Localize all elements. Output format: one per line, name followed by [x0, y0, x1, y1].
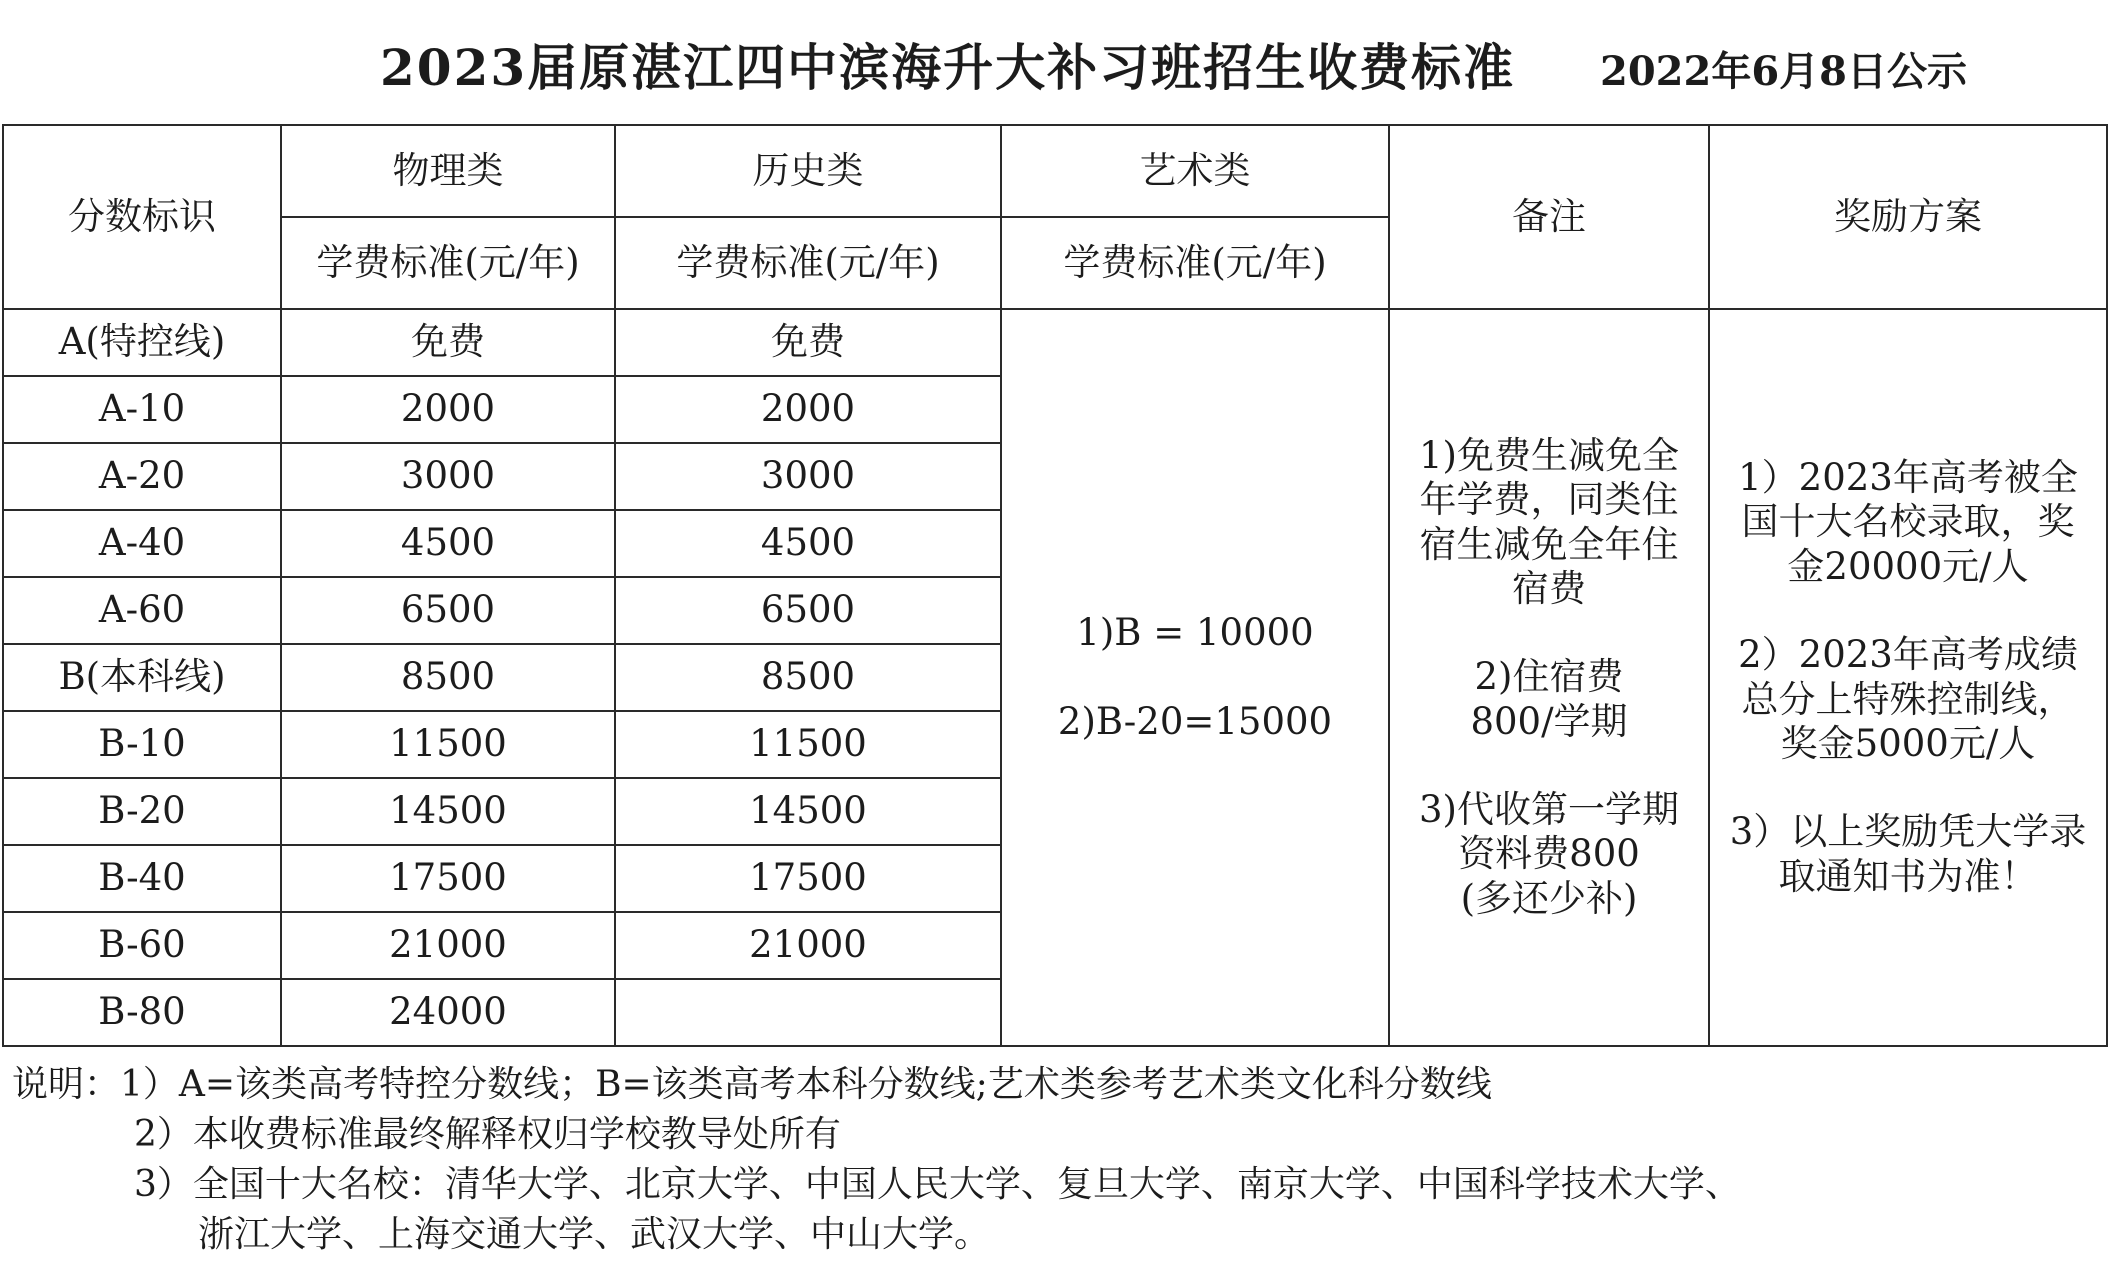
- score-cell: B-80: [3, 979, 281, 1046]
- physics-fee-cell: 8500: [281, 644, 615, 711]
- header-physics: 物理类: [281, 125, 615, 217]
- rewards-cell: [1709, 309, 2107, 1046]
- note-line: 浙江大学、上海交通大学、武汉大学、中山大学。: [198, 1214, 991, 1255]
- physics-fee-cell: 3000: [281, 443, 615, 510]
- history-fee-cell: 6500: [615, 577, 1001, 644]
- header-score: 分数标识: [3, 125, 281, 309]
- header-art: 艺术类: [1001, 125, 1389, 217]
- physics-fee-cell: 免费: [281, 309, 615, 376]
- page-title: 2023届原湛江四中滨海升大补习班招生收费标准: [380, 38, 1516, 97]
- subheader-art-fee: 学费标准(元/年): [1001, 217, 1389, 309]
- history-fee-cell: [615, 979, 1001, 1046]
- subheader-history-fee: 学费标准(元/年): [615, 217, 1001, 309]
- physics-fee-cell: 21000: [281, 912, 615, 979]
- header-rewards: 奖励方案: [1709, 125, 2107, 309]
- history-fee-cell: 免费: [615, 309, 1001, 376]
- header-row: [3, 125, 2107, 217]
- remark-line: 宿生减免全年住: [1419, 522, 1679, 566]
- physics-fee-cell: 2000: [281, 376, 615, 443]
- subheader-physics-fee: 学费标准(元/年): [281, 217, 615, 309]
- art-fee-line: 1)B = 10000: [1076, 611, 1314, 655]
- art-fee-line: 2)B-20=15000: [1057, 699, 1333, 743]
- reward-line: 取通知书为准！: [1778, 854, 2038, 898]
- physics-fee-cell: 4500: [281, 510, 615, 577]
- remark-line: (多还少补): [1460, 876, 1638, 920]
- history-fee-cell: 4500: [615, 510, 1001, 577]
- remark-line: 年学费，同类住: [1419, 478, 1679, 522]
- remark-line: 宿费: [1512, 566, 1586, 610]
- reward-line: 1）2023年高考被全: [1738, 455, 2078, 499]
- score-cell: A-60: [3, 577, 281, 644]
- history-fee-cell: 8500: [615, 644, 1001, 711]
- history-fee-cell: 14500: [615, 778, 1001, 845]
- notes-section: [12, 1060, 1741, 1260]
- publish-date: 2022年6月8日公示: [1600, 48, 1967, 95]
- history-fee-cell: 3000: [615, 443, 1001, 510]
- history-fee-cell: 21000: [615, 912, 1001, 979]
- score-cell: B-20: [3, 778, 281, 845]
- header-history: 历史类: [615, 125, 1001, 217]
- header-remarks: 备注: [1389, 125, 1709, 309]
- remark-line: 1)免费生减免全: [1419, 433, 1679, 477]
- remark-line: 2)住宿费: [1474, 655, 1624, 699]
- physics-fee-cell: 11500: [281, 711, 615, 778]
- note-line: 说明：1）A=该类高考特控分数线；B=该类高考本科分数线;艺术类参考艺术类文化科分数线: [12, 1064, 1492, 1105]
- page-header: [0, 0, 2108, 124]
- note-line: 3）全国十大名校：清华大学、北京大学、中国人民大学、复旦大学、南京大学、中国科学技术大学、: [134, 1164, 1741, 1205]
- history-fee-cell: 17500: [615, 845, 1001, 912]
- physics-fee-cell: 17500: [281, 845, 615, 912]
- physics-fee-cell: 24000: [281, 979, 615, 1046]
- reward-line: 金20000元/人: [1787, 544, 2029, 588]
- score-cell: B-10: [3, 711, 281, 778]
- score-cell: A-20: [3, 443, 281, 510]
- table-row: [3, 309, 2107, 376]
- score-cell: A-10: [3, 376, 281, 443]
- reward-line: 奖金5000元/人: [1780, 721, 2036, 765]
- reward-line: 总分上特殊控制线，: [1741, 677, 2075, 721]
- remark-line: 3)代收第一学期: [1419, 788, 1679, 832]
- fee-table: [2, 124, 2108, 1047]
- remark-line: 资料费800: [1458, 832, 1640, 876]
- score-cell: B(本科线): [3, 644, 281, 711]
- art-fee-cell: [1001, 309, 1389, 1046]
- history-fee-cell: 2000: [615, 376, 1001, 443]
- reward-line: 国十大名校录取，奖: [1741, 500, 2075, 544]
- remark-line: 800/学期: [1470, 699, 1628, 743]
- score-cell: B-40: [3, 845, 281, 912]
- history-fee-cell: 11500: [615, 711, 1001, 778]
- note-line: 2）本收费标准最终解释权归学校教导处所有: [134, 1114, 841, 1155]
- score-cell: A-40: [3, 510, 281, 577]
- score-cell: B-60: [3, 912, 281, 979]
- reward-line: 3）以上奖励凭大学录: [1729, 810, 2087, 854]
- physics-fee-cell: 6500: [281, 577, 615, 644]
- remarks-cell: [1389, 309, 1709, 1046]
- physics-fee-cell: 14500: [281, 778, 615, 845]
- score-cell: A(特控线): [3, 309, 281, 376]
- reward-line: 2）2023年高考成绩: [1738, 633, 2078, 677]
